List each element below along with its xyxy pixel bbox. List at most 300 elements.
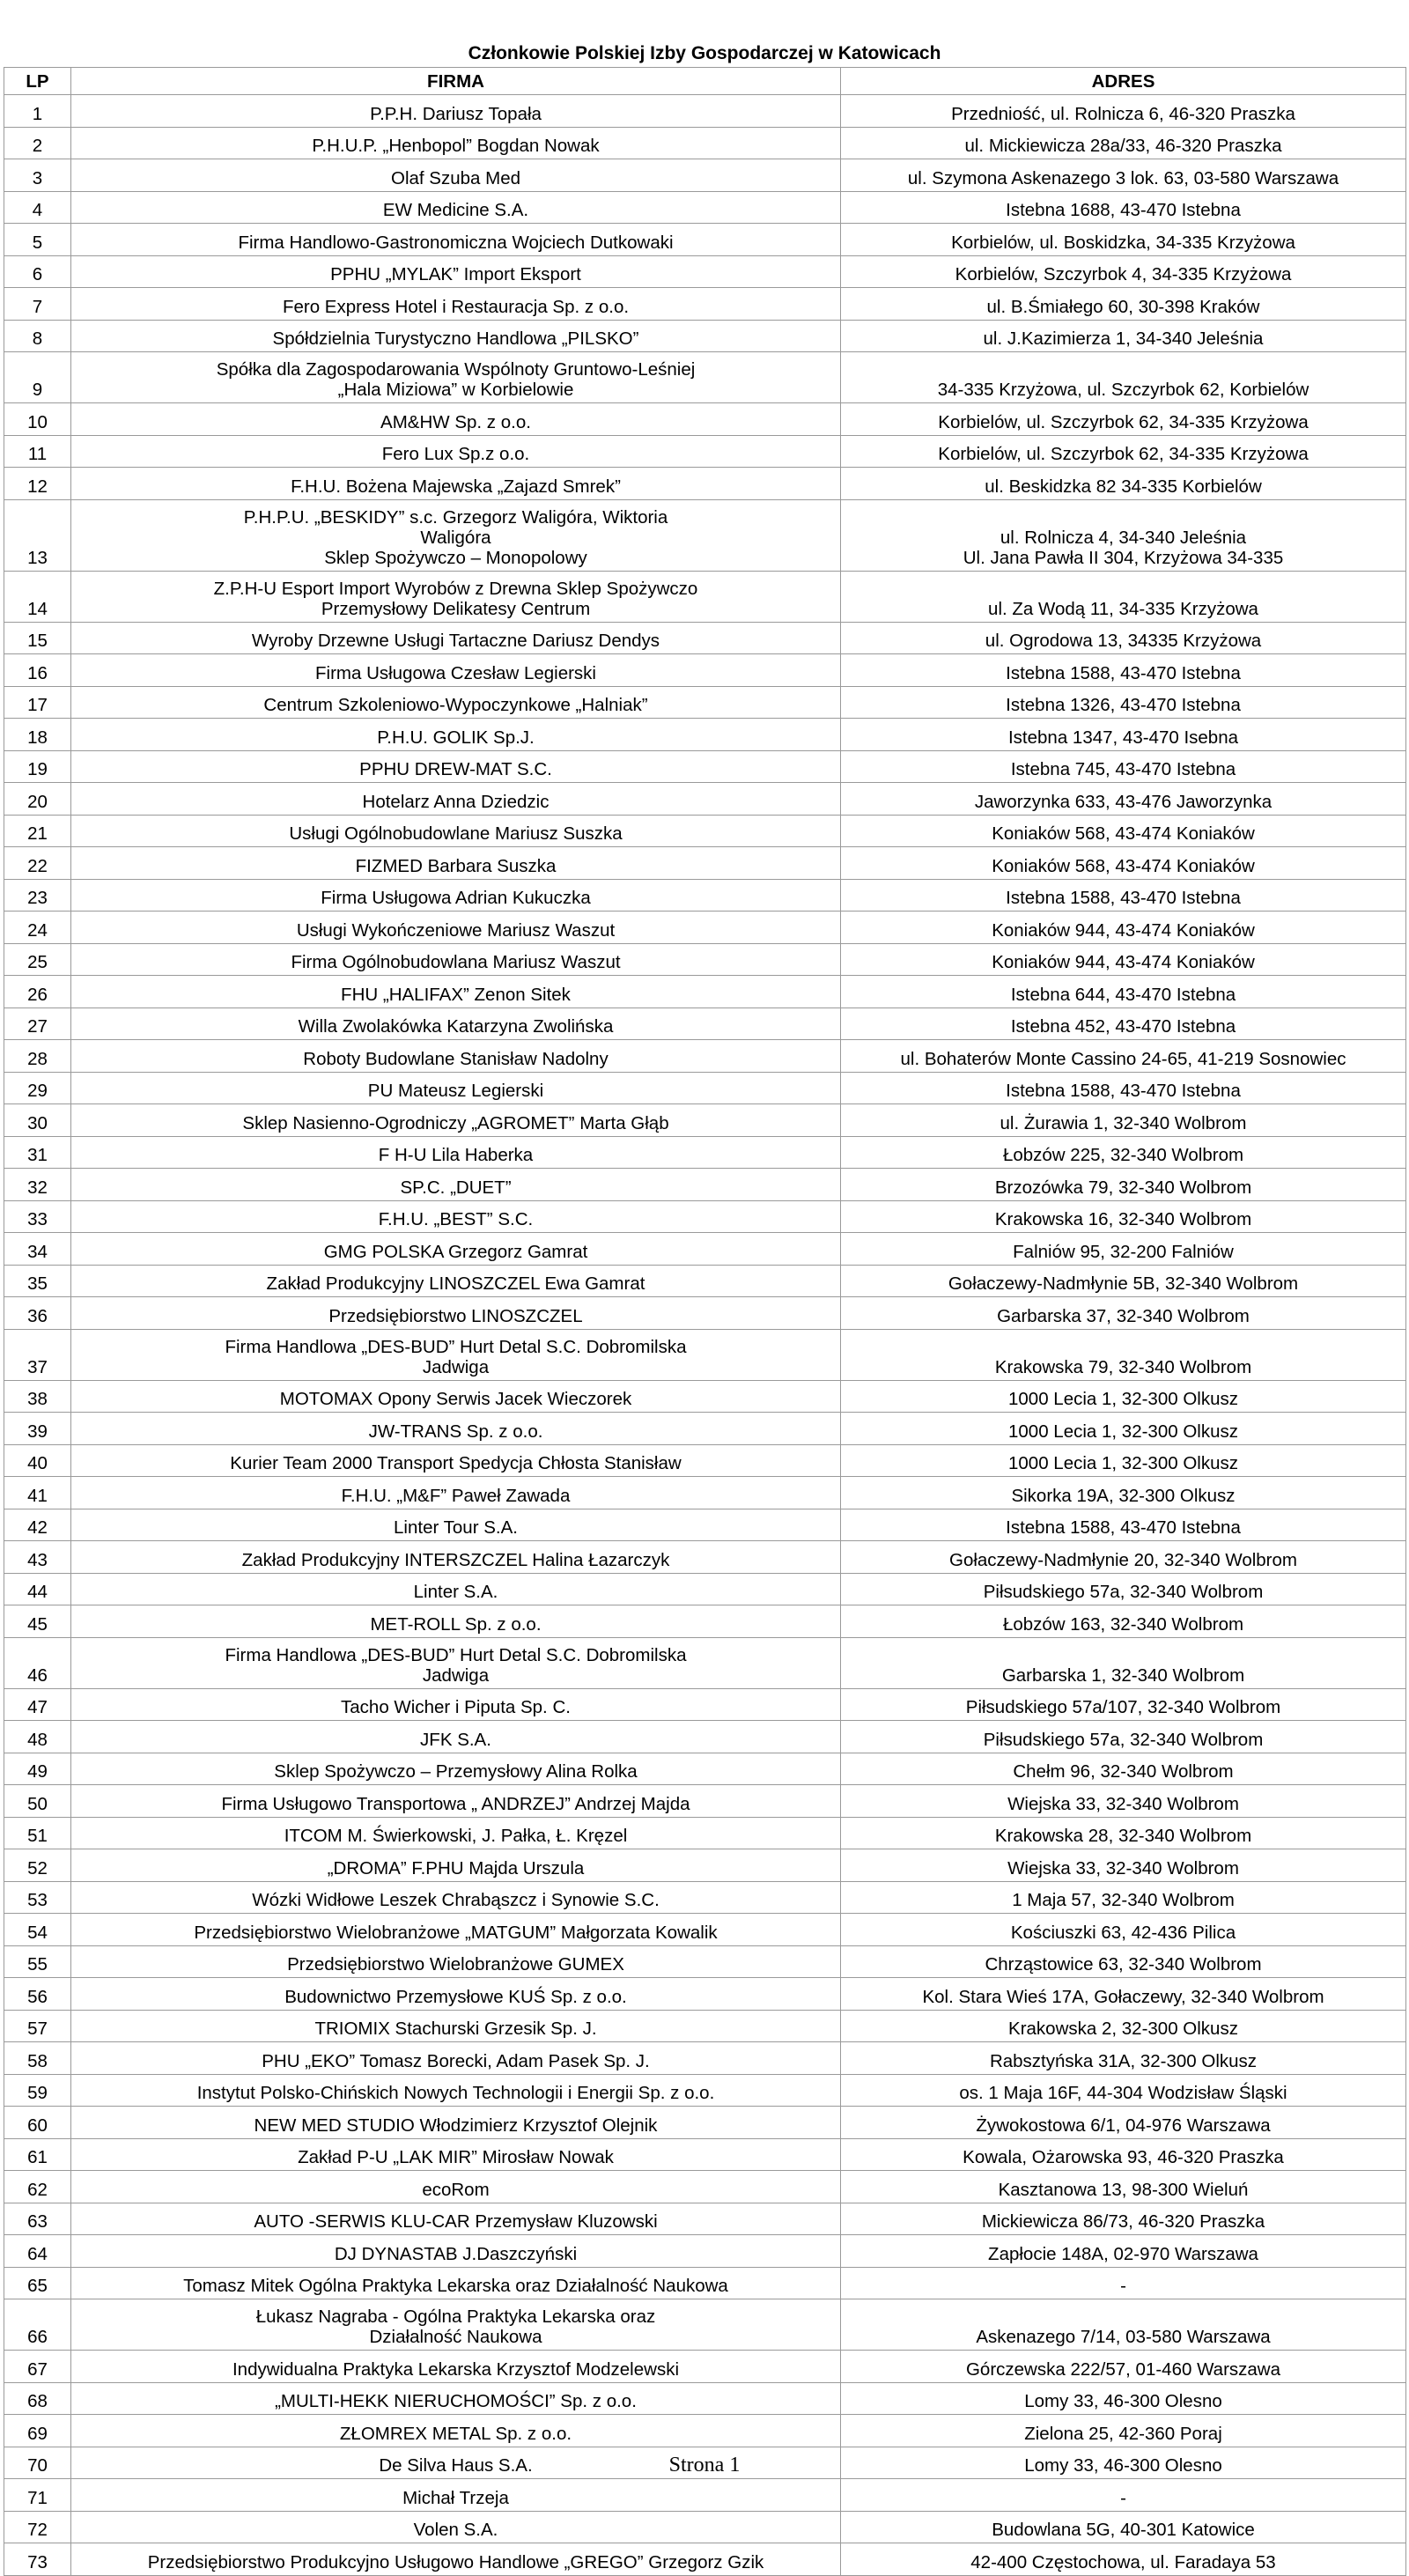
table-row xyxy=(4,847,1406,880)
cell-adres xyxy=(841,288,1406,321)
cell-adres xyxy=(841,783,1406,816)
header-row xyxy=(4,68,1406,95)
table-row xyxy=(4,352,1406,403)
table-row xyxy=(4,1008,1406,1040)
firma-line: MET-ROLL Sp. z o.o. xyxy=(370,1613,542,1635)
cell-lp: 16 xyxy=(4,654,71,687)
adres-line: 1000 Lecia 1, 32-300 Olkusz xyxy=(1008,1453,1238,1473)
firma-line: Firma Usługowa Adrian Kukuczka xyxy=(321,888,591,908)
cell-lp: 67 xyxy=(4,2351,71,2383)
table-row xyxy=(4,1753,1406,1785)
cell-firma xyxy=(71,159,841,192)
adres-line: ul. Beskidzka 82 34-335 Korbielów xyxy=(985,476,1262,497)
cell-adres xyxy=(841,847,1406,880)
adres-line: Istebna 1588, 43-470 Istebna xyxy=(1006,1517,1241,1538)
cell-adres xyxy=(841,750,1406,783)
cell-adres xyxy=(841,127,1406,159)
firma-line: NEW MED STUDIO Włodzimierz Krzysztof Olejnik xyxy=(254,2115,658,2136)
cell-adres xyxy=(841,686,1406,719)
cell-firma xyxy=(71,2235,841,2268)
table-row xyxy=(4,2010,1406,2042)
cell-lp: 9 xyxy=(4,352,71,403)
table-row xyxy=(4,1072,1406,1104)
cell-adres xyxy=(841,159,1406,192)
adres-line: Istebna 1326, 43-470 Istebna xyxy=(1006,695,1241,715)
cell-firma xyxy=(71,2382,841,2415)
cell-lp: 25 xyxy=(4,943,71,976)
cell-lp: 29 xyxy=(4,1072,71,1104)
table-body xyxy=(4,95,1406,2576)
cell-firma xyxy=(71,1265,841,1297)
table-row xyxy=(4,1541,1406,1574)
cell-firma xyxy=(71,879,841,912)
adres-line: Górczewska 222/57, 01-460 Warszawa xyxy=(965,2358,1281,2380)
firma-line: ZŁOMREX METAL Sp. z o.o. xyxy=(339,2423,572,2444)
table-row xyxy=(4,2543,1406,2576)
cell-firma xyxy=(71,403,841,436)
cell-adres xyxy=(841,403,1406,436)
cell-lp: 5 xyxy=(4,224,71,256)
cell-lp: 24 xyxy=(4,912,71,944)
cell-adres xyxy=(841,1040,1406,1073)
firma-line: P.P.H. Dariusz Topała xyxy=(370,103,542,124)
firma-line: Przedsiębiorstwo Wielobranżowe GUMEX xyxy=(287,1954,624,1974)
firma-line: F.H.U. „BEST” S.C. xyxy=(378,1209,534,1229)
firma-line: Łukasz Nagraba - Ogólna Praktyka Lekarska oraz xyxy=(255,2307,656,2327)
table-row xyxy=(4,2074,1406,2107)
adres-line: ul. Żurawia 1, 32-340 Wolbrom xyxy=(1000,1112,1247,1133)
cell-firma xyxy=(71,943,841,976)
table-row xyxy=(4,2267,1406,2299)
adres-line: Lomy 33, 46-300 Olesno xyxy=(1024,2455,1222,2476)
adres-line: Chrząstowice 63, 32-340 Wolbrom xyxy=(985,1954,1262,1974)
table-row xyxy=(4,1265,1406,1297)
table-row xyxy=(4,1945,1406,1978)
firma-line: Olaf Szuba Med xyxy=(391,167,520,188)
firma-line: Wózki Widłowe Leszek Chrabąszcz i Synowie S.C. xyxy=(252,1890,660,1910)
cell-lp: 49 xyxy=(4,1753,71,1785)
adres-line: Korbielów, Szczyrbok 4, 34-335 Krzyżowa xyxy=(955,264,1292,284)
adres-line: Piłsudskiego 57a, 32-340 Wolbrom xyxy=(983,1582,1264,1602)
cell-firma xyxy=(71,912,841,944)
cell-firma xyxy=(71,2543,841,2576)
adres-line: Koniaków 568, 43-474 Koniaków xyxy=(992,855,1255,876)
cell-firma xyxy=(71,654,841,687)
cell-adres xyxy=(841,320,1406,352)
cell-firma xyxy=(71,191,841,224)
table-row xyxy=(4,571,1406,622)
table-row xyxy=(4,2479,1406,2512)
adres-line: Zielona 25, 42-360 Poraj xyxy=(1024,2423,1222,2444)
cell-adres xyxy=(841,2511,1406,2543)
cell-lp: 11 xyxy=(4,435,71,468)
cell-adres xyxy=(841,1072,1406,1104)
table-row xyxy=(4,2415,1406,2447)
cell-adres xyxy=(841,1413,1406,1445)
firma-line: Firma Handlowo-Gastronomiczna Wojciech Dutkowaki xyxy=(238,232,674,253)
table-row xyxy=(4,719,1406,751)
cell-adres xyxy=(841,1444,1406,1477)
firma-line: JW-TRANS Sp. z o.o. xyxy=(368,1421,543,1442)
cell-firma xyxy=(71,2479,841,2512)
adres-line: 42-400 Częstochowa, ul. Faradaya 53 xyxy=(970,2551,1276,2572)
table-row xyxy=(4,2299,1406,2351)
adres-line: Koniaków 568, 43-474 Koniaków xyxy=(992,823,1255,844)
adres-line: Krakowska 16, 32-340 Wolbrom xyxy=(994,1209,1252,1229)
firma-line: Instytut Polsko-Chińskich Nowych Technologii i Energii Sp. z o.o. xyxy=(196,2083,715,2103)
cell-adres xyxy=(841,2382,1406,2415)
adres-line: Przedniość, ul. Rolnicza 6, 46-320 Praszka xyxy=(951,103,1295,124)
cell-adres xyxy=(841,2138,1406,2171)
cell-lp: 48 xyxy=(4,1721,71,1753)
cell-firma xyxy=(71,1169,841,1201)
cell-firma xyxy=(71,1200,841,1233)
firma-line: Z.P.H-U Esport Import Wyrobów z Drewna Sklep Spożywczo xyxy=(213,578,698,599)
cell-adres xyxy=(841,255,1406,288)
table-row xyxy=(4,815,1406,847)
adres-line: ul. Bohaterów Monte Cassino 24-65, 41-219 Sosnowiec xyxy=(900,1048,1346,1069)
adres-line: Istebna 452, 43-470 Istebna xyxy=(1010,1016,1236,1037)
cell-adres xyxy=(841,2267,1406,2299)
firma-line: „DROMA” F.PHU Majda Urszula xyxy=(327,1857,585,1878)
cell-firma xyxy=(71,352,841,403)
firma-line: Zakład Produkcyjny INTERSZCZEL Halina Łazarczyk xyxy=(241,1549,670,1570)
cell-adres xyxy=(841,1978,1406,2011)
firma-line: FHU „HALIFAX” Zenon Sitek xyxy=(341,984,571,1005)
firma-line: Kurier Team 2000 Transport Spedycja Chłosta Stanisław xyxy=(230,1453,682,1473)
cell-lp: 54 xyxy=(4,1914,71,1946)
table-row xyxy=(4,224,1406,256)
cell-firma xyxy=(71,2267,841,2299)
cell-adres xyxy=(841,1297,1406,1330)
cell-firma xyxy=(71,1637,841,1688)
firma-line: Sklep Spożywczo – Przemysłowy Alina Rolka xyxy=(274,1761,638,1782)
cell-lp: 73 xyxy=(4,2543,71,2576)
cell-firma xyxy=(71,499,841,571)
firma-line: Jadwiga xyxy=(422,1664,490,1686)
adres-line: Kowala, Ożarowska 93, 46-320 Praszka xyxy=(963,2147,1284,2167)
adres-line: Falniów 95, 32-200 Falniów xyxy=(1013,1241,1234,1262)
adres-line: ul. Ogrodowa 13, 34335 Krzyżowa xyxy=(985,631,1262,651)
cell-lp: 13 xyxy=(4,499,71,571)
firma-line: Firma Handlowa „DES-BUD” Hurt Detal S.C. Dobromilska xyxy=(225,1336,687,1357)
cell-lp: 6 xyxy=(4,255,71,288)
cell-firma xyxy=(71,1233,841,1266)
table-row xyxy=(4,2042,1406,2075)
adres-line: Wiejska 33, 32-340 Wolbrom xyxy=(1007,1857,1239,1878)
cell-lp: 66 xyxy=(4,2299,71,2351)
firma-line: SP.C. „DUET” xyxy=(400,1177,512,1198)
cell-firma xyxy=(71,2138,841,2171)
cell-lp: 50 xyxy=(4,1785,71,1818)
firma-line: Waligóra xyxy=(420,527,491,548)
table-row xyxy=(4,622,1406,654)
column-header-lp: LP xyxy=(4,68,71,95)
adres-line: Koniaków 944, 43-474 Koniaków xyxy=(992,919,1255,941)
firma-line: Linter S.A. xyxy=(413,1582,498,1602)
firma-line: PPHU „MYLAK” Import Eksport xyxy=(330,264,581,284)
cell-lp: 10 xyxy=(4,403,71,436)
table-row xyxy=(4,976,1406,1008)
cell-adres xyxy=(841,2351,1406,2383)
firma-line: F H-U Lila Haberka xyxy=(378,1145,534,1165)
cell-adres xyxy=(841,1169,1406,1201)
cell-firma xyxy=(71,1945,841,1978)
cell-firma xyxy=(71,320,841,352)
cell-firma xyxy=(71,2351,841,2383)
cell-firma xyxy=(71,2171,841,2203)
firma-line: Jadwiga xyxy=(422,1356,490,1377)
firma-line: F.H.U. Bożena Majewska „Zajazd Smrek” xyxy=(291,476,621,497)
firma-line: Fero Express Hotel i Restauracja Sp. z o.o. xyxy=(282,296,630,317)
cell-adres xyxy=(841,499,1406,571)
table-row xyxy=(4,783,1406,816)
cell-firma xyxy=(71,255,841,288)
table-row xyxy=(4,288,1406,321)
cell-lp: 60 xyxy=(4,2107,71,2139)
cell-lp: 46 xyxy=(4,1637,71,1688)
table-row xyxy=(4,879,1406,912)
cell-lp: 14 xyxy=(4,571,71,622)
cell-firma xyxy=(71,2415,841,2447)
firma-line: Michał Trzeja xyxy=(402,2487,509,2508)
cell-firma xyxy=(71,1008,841,1040)
cell-firma xyxy=(71,1380,841,1413)
firma-line: Zakład P-U „LAK MIR” Mirosław Nowak xyxy=(298,2147,614,2167)
table-row xyxy=(4,2107,1406,2139)
cell-firma xyxy=(71,1444,841,1477)
adres-line: Ul. Jana Pawła II 304, Krzyżowa 34-335 xyxy=(963,547,1284,568)
cell-lp: 18 xyxy=(4,719,71,751)
firma-line: Przedsiębiorstwo Wielobranżowe „MATGUM” Małgorzata Kowalik xyxy=(194,1922,718,1943)
table-row xyxy=(4,912,1406,944)
adres-line: ul. Rolnicza 4, 34-340 Jeleśnia xyxy=(1000,527,1247,548)
cell-firma xyxy=(71,1978,841,2011)
cell-adres xyxy=(841,2010,1406,2042)
adres-line: Łobzów 225, 32-340 Wolbrom xyxy=(1002,1145,1244,1165)
adres-line: 1000 Lecia 1, 32-300 Olkusz xyxy=(1008,1389,1238,1409)
firma-line: Tacho Wicher i Piputa Sp. C. xyxy=(341,1697,571,1717)
cell-adres xyxy=(841,2074,1406,2107)
cell-adres xyxy=(841,1688,1406,1721)
firma-line: Sklep Nasienno-Ogrodniczy „AGROMET” Marta Głąb xyxy=(242,1112,669,1133)
table-row xyxy=(4,750,1406,783)
table-row xyxy=(4,191,1406,224)
cell-adres xyxy=(841,654,1406,687)
firma-line: Fero Lux Sp.z o.o. xyxy=(381,444,530,464)
table-row xyxy=(4,1380,1406,1413)
cell-firma xyxy=(71,1413,841,1445)
cell-firma xyxy=(71,1541,841,1574)
table-header xyxy=(4,68,1406,95)
firma-line: Przemysłowy Delikatesy Centrum xyxy=(321,598,591,619)
adres-line: Krakowska 2, 32-300 Olkusz xyxy=(1008,2019,1238,2039)
firma-line: JFK S.A. xyxy=(420,1729,491,1750)
adres-line: Kasztanowa 13, 98-300 Wieluń xyxy=(998,2179,1249,2200)
cell-firma xyxy=(71,1753,841,1785)
cell-adres xyxy=(841,191,1406,224)
cell-lp: 69 xyxy=(4,2415,71,2447)
table-row xyxy=(4,1200,1406,1233)
adres-line: Piłsudskiego 57a, 32-340 Wolbrom xyxy=(983,1729,1264,1750)
table-row xyxy=(4,1413,1406,1445)
table-row xyxy=(4,255,1406,288)
table-row xyxy=(4,1637,1406,1688)
adres-line: os. 1 Maja 16F, 44-304 Wodzisław Śląski xyxy=(959,2083,1287,2103)
table-row xyxy=(4,1881,1406,1914)
table-row xyxy=(4,320,1406,352)
cell-firma xyxy=(71,1040,841,1073)
table-row xyxy=(4,1509,1406,1541)
table-row xyxy=(4,403,1406,436)
cell-lp: 27 xyxy=(4,1008,71,1040)
cell-firma xyxy=(71,1721,841,1753)
adres-line: Korbielów, ul. Szczyrbok 62, 34-335 Krzyżowa xyxy=(938,444,1309,464)
cell-lp: 58 xyxy=(4,2042,71,2075)
cell-firma xyxy=(71,288,841,321)
firma-line: PPHU DREW-MAT S.C. xyxy=(359,759,552,779)
cell-adres xyxy=(841,1637,1406,1688)
cell-firma xyxy=(71,1477,841,1509)
cell-lp: 28 xyxy=(4,1040,71,1073)
cell-adres xyxy=(841,2479,1406,2512)
adres-line: - xyxy=(1120,2276,1126,2296)
table-row xyxy=(4,1721,1406,1753)
firma-line: Sklep Spożywczo – Monopolowy xyxy=(324,547,587,568)
page-number: Strona 1 xyxy=(668,2454,741,2476)
firma-line: Spółka dla Zagospodarowania Wspólnoty Gruntowo-Leśniej xyxy=(216,359,696,380)
cell-lp: 64 xyxy=(4,2235,71,2268)
adres-line: Garbarska 37, 32-340 Wolbrom xyxy=(997,1305,1250,1326)
adres-line: 1000 Lecia 1, 32-300 Olkusz xyxy=(1008,1421,1238,1442)
cell-lp: 43 xyxy=(4,1541,71,1574)
cell-firma xyxy=(71,815,841,847)
cell-adres xyxy=(841,1945,1406,1978)
cell-adres xyxy=(841,976,1406,1008)
firma-line: P.H.U. GOLIK Sp.J. xyxy=(377,727,535,748)
cell-firma xyxy=(71,2074,841,2107)
firma-line: Budownictwo Przemysłowe KUŚ Sp. z o.o. xyxy=(284,1986,627,2007)
table-row xyxy=(4,1978,1406,2011)
table-row xyxy=(4,2382,1406,2415)
adres-line: Chełm 96, 32-340 Wolbrom xyxy=(1013,1761,1234,1782)
cell-lp: 23 xyxy=(4,879,71,912)
adres-line: Gołaczewy-Nadmłynie 20, 32-340 Wolbrom xyxy=(949,1549,1297,1570)
cell-adres xyxy=(841,2042,1406,2075)
firma-line: Usługi Wykończeniowe Mariusz Waszut xyxy=(296,919,616,941)
cell-firma xyxy=(71,1605,841,1638)
cell-firma xyxy=(71,1881,841,1914)
cell-lp: 8 xyxy=(4,320,71,352)
cell-adres xyxy=(841,1785,1406,1818)
cell-firma xyxy=(71,2299,841,2351)
cell-adres xyxy=(841,1380,1406,1413)
firma-line: Firma Ogólnobudowlana Mariusz Waszut xyxy=(291,952,621,972)
cell-lp: 56 xyxy=(4,1978,71,2011)
firma-line: Usługi Ogólnobudowlane Mariusz Suszka xyxy=(289,823,623,844)
table-row xyxy=(4,943,1406,976)
firma-line: Zakład Produkcyjny LINOSZCZEL Ewa Gamrat xyxy=(266,1273,645,1294)
cell-firma xyxy=(71,1914,841,1946)
cell-lp: 12 xyxy=(4,468,71,500)
table-row xyxy=(4,686,1406,719)
cell-adres xyxy=(841,224,1406,256)
adres-line: Krakowska 79, 32-340 Wolbrom xyxy=(994,1356,1252,1377)
firma-line: Działalność Naukowa xyxy=(369,2327,542,2347)
cell-firma xyxy=(71,1104,841,1137)
cell-adres xyxy=(841,1104,1406,1137)
cell-lp: 30 xyxy=(4,1104,71,1137)
cell-adres xyxy=(841,2107,1406,2139)
adres-line: Korbielów, ul. Boskidzka, 34-335 Krzyżowa xyxy=(951,232,1295,253)
table-row xyxy=(4,159,1406,192)
firma-line: Firma Usługowo Transportowa „ ANDRZEJ” Andrzej Majda xyxy=(221,1793,690,1814)
cell-lp: 39 xyxy=(4,1413,71,1445)
cell-adres xyxy=(841,1605,1406,1638)
table-row xyxy=(4,1233,1406,1266)
cell-lp: 35 xyxy=(4,1265,71,1297)
cell-firma xyxy=(71,2203,841,2235)
cell-firma xyxy=(71,719,841,751)
cell-lp: 45 xyxy=(4,1605,71,1638)
adres-line: ul. Za Wodą 11, 34-335 Krzyżowa xyxy=(988,598,1258,619)
firma-line: PU Mateusz Legierski xyxy=(367,1081,544,1101)
cell-lp: 37 xyxy=(4,1329,71,1380)
cell-lp: 22 xyxy=(4,847,71,880)
cell-adres xyxy=(841,1509,1406,1541)
cell-adres xyxy=(841,1329,1406,1380)
cell-adres xyxy=(841,1265,1406,1297)
cell-firma xyxy=(71,1849,841,1882)
cell-firma xyxy=(71,976,841,1008)
table-row xyxy=(4,127,1406,159)
cell-adres xyxy=(841,1200,1406,1233)
cell-firma xyxy=(71,2042,841,2075)
cell-lp: 20 xyxy=(4,783,71,816)
cell-lp: 3 xyxy=(4,159,71,192)
adres-line: Koniaków 944, 43-474 Koniaków xyxy=(992,952,1255,972)
cell-adres xyxy=(841,571,1406,622)
adres-line: Istebna 1588, 43-470 Istebna xyxy=(1006,662,1241,683)
cell-lp: 40 xyxy=(4,1444,71,1477)
cell-firma xyxy=(71,571,841,622)
cell-adres xyxy=(841,95,1406,128)
column-header-firma: FIRMA xyxy=(71,68,841,95)
firma-line: Roboty Budowlane Stanisław Nadolny xyxy=(303,1048,609,1069)
firma-line: ITCOM M. Świerkowski, J. Pałka, Ł. Kręzel xyxy=(284,1826,628,1846)
cell-lp: 52 xyxy=(4,1849,71,1882)
cell-firma xyxy=(71,783,841,816)
cell-lp: 41 xyxy=(4,1477,71,1509)
firma-line: Willa Zwolakówka Katarzyna Zwolińska xyxy=(298,1016,614,1037)
table-row xyxy=(4,1849,1406,1882)
adres-line: Rabsztyńska 31A, 32-300 Olkusz xyxy=(989,2050,1258,2071)
cell-lp: 53 xyxy=(4,1881,71,1914)
adres-line: Krakowska 28, 32-340 Wolbrom xyxy=(994,1826,1252,1846)
cell-adres xyxy=(841,1721,1406,1753)
cell-adres xyxy=(841,352,1406,403)
firma-line: GMG POLSKA Grzegorz Gamrat xyxy=(323,1241,588,1262)
cell-lp: 21 xyxy=(4,815,71,847)
table-row xyxy=(4,499,1406,571)
cell-lp: 1 xyxy=(4,95,71,128)
table-row xyxy=(4,435,1406,468)
cell-firma xyxy=(71,1573,841,1605)
adres-line: ul. Mickiewicza 28a/33, 46-320 Praszka xyxy=(964,136,1282,156)
cell-firma xyxy=(71,1817,841,1849)
cell-firma xyxy=(71,1297,841,1330)
cell-lp: 15 xyxy=(4,622,71,654)
